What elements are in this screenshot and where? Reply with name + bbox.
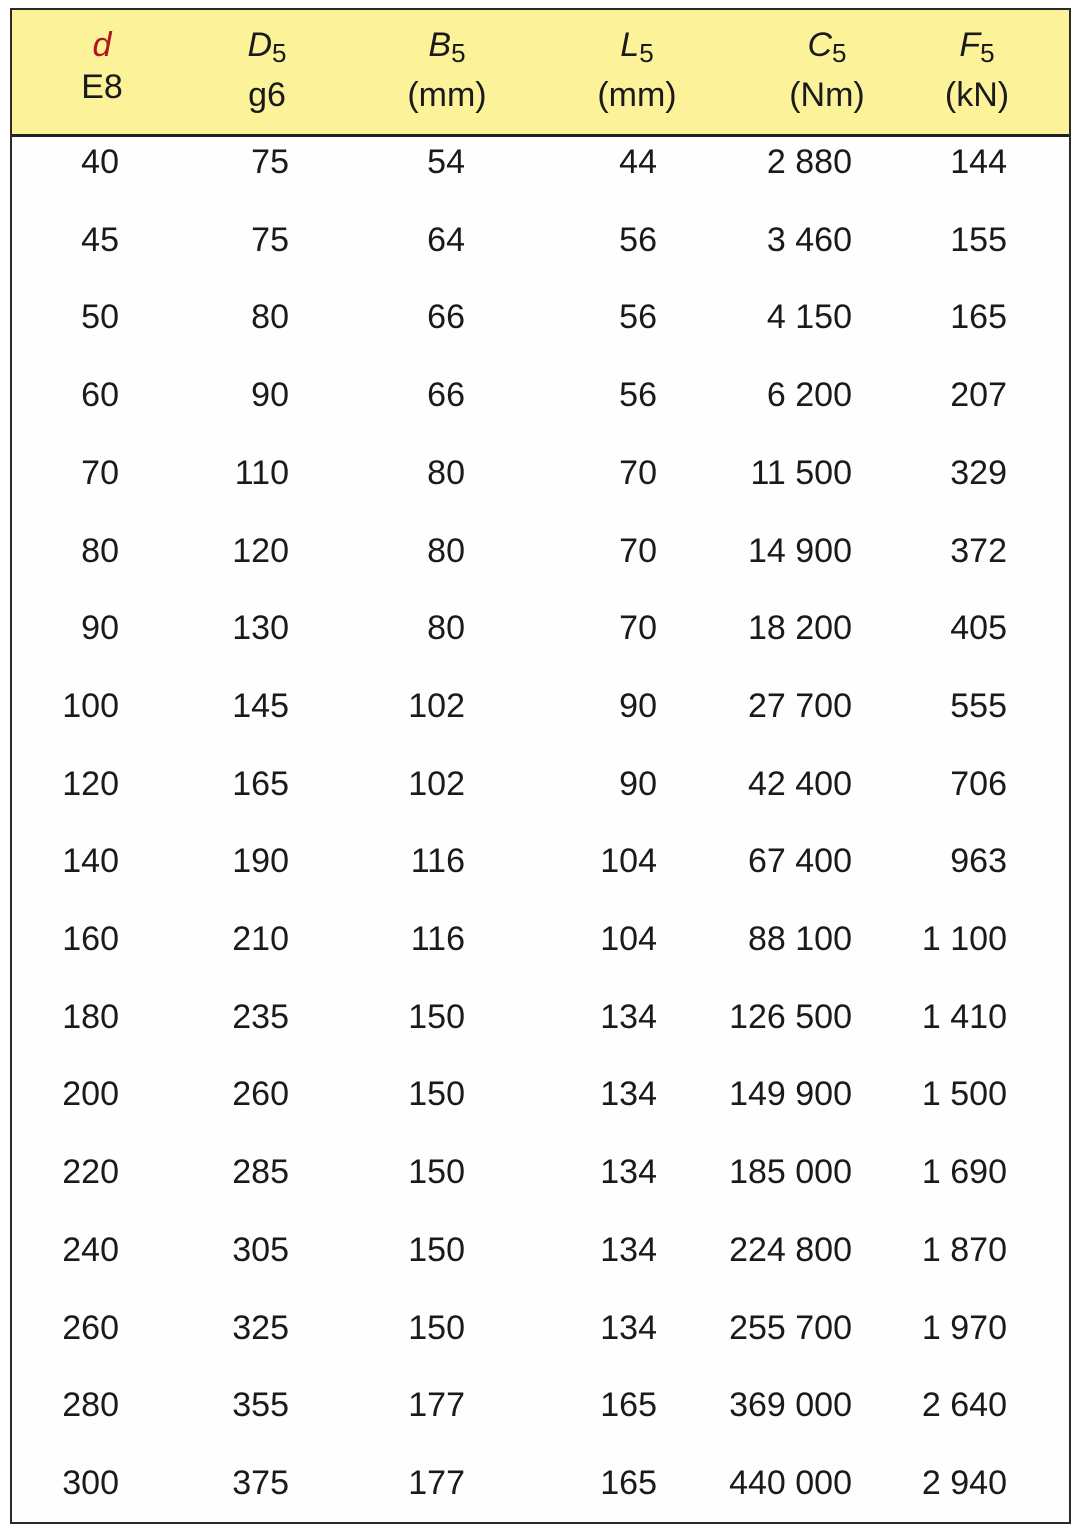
table-cell: 100	[62, 686, 119, 725]
symbol-subscript: 5	[272, 38, 287, 68]
table-row	[12, 370, 1069, 448]
table-cell: 180	[62, 997, 119, 1036]
table-cell: 44	[619, 143, 657, 181]
table-cell: 149 900	[729, 1075, 852, 1114]
table-cell: 235	[232, 997, 289, 1036]
column-header	[922, 24, 1032, 124]
table-cell: 207	[950, 376, 1007, 415]
column-symbol	[572, 24, 702, 74]
table-cell: 1 870	[921, 1230, 1007, 1269]
table-cell: 706	[950, 764, 1007, 803]
table-cell: 255 700	[729, 1308, 852, 1347]
symbol-letter: C	[807, 26, 833, 64]
symbol-subscript: 5	[832, 38, 847, 68]
table-cell: 42 400	[748, 764, 852, 803]
table-cell: 372	[950, 531, 1007, 570]
table-cell: 70	[619, 531, 657, 570]
table-cell: 18 200	[748, 609, 852, 648]
table-cell: 150	[408, 1308, 465, 1347]
table-cell: 355	[232, 1386, 289, 1425]
column-symbol	[212, 24, 322, 74]
table-cell: 1 690	[921, 1153, 1007, 1192]
table-cell: 70	[619, 609, 657, 648]
table-cell: 300	[62, 1463, 119, 1502]
table-cell: 134	[600, 1308, 657, 1347]
table-cell: 150	[408, 1153, 465, 1192]
table-cell: 80	[81, 531, 119, 570]
table-cell: 80	[427, 609, 465, 648]
table-cell: 75	[251, 220, 289, 259]
data-table	[10, 8, 1071, 1524]
table-cell: 375	[232, 1463, 289, 1502]
symbol-letter: D	[247, 26, 273, 64]
table-row	[12, 759, 1069, 837]
table-cell: 177	[408, 1386, 465, 1425]
table-row	[12, 292, 1069, 370]
table-cell: 27 700	[748, 686, 852, 725]
table-cell: 405	[950, 609, 1007, 648]
table-cell: 134	[600, 1153, 657, 1192]
table-cell: 126 500	[729, 997, 852, 1036]
table-cell: 90	[619, 686, 657, 725]
table-cell: 165	[600, 1386, 657, 1425]
column-symbol	[382, 24, 512, 74]
table-cell: 66	[427, 298, 465, 337]
symbol-letter: L	[620, 26, 640, 64]
symbol-letter: B	[428, 26, 452, 64]
table-row	[12, 215, 1069, 293]
table-cell: 64	[427, 220, 465, 259]
table-cell: 185 000	[729, 1153, 852, 1192]
column-header	[52, 24, 152, 124]
table-cell: 116	[410, 920, 465, 958]
table-cell: 70	[619, 453, 657, 492]
table-cell: 220	[62, 1153, 119, 1192]
table-cell: 75	[251, 143, 289, 181]
table-cell: 325	[232, 1308, 289, 1347]
table-row	[12, 1069, 1069, 1147]
column-unit: g6	[248, 76, 286, 114]
table-cell: 120	[62, 764, 119, 803]
table-cell: 165	[232, 764, 289, 803]
table-row	[12, 1380, 1069, 1458]
table-row	[12, 1147, 1069, 1225]
table-cell: 200	[62, 1075, 119, 1114]
table-cell: 134	[600, 997, 657, 1036]
table-cell: 1 410	[921, 997, 1007, 1036]
table-cell: 165	[950, 298, 1007, 337]
table-cell: 210	[232, 920, 289, 958]
table-row	[12, 1458, 1069, 1524]
table-row	[12, 1225, 1069, 1303]
table-cell: 130	[232, 609, 289, 648]
column-header	[757, 24, 897, 124]
table-row	[12, 137, 1069, 215]
table-cell: 67 400	[748, 842, 852, 881]
symbol-subscript: 5	[451, 38, 466, 68]
table-cell: 1 100	[921, 920, 1007, 958]
table-cell: 90	[619, 764, 657, 803]
table-cell: 60	[81, 376, 119, 415]
column-header	[212, 24, 322, 124]
column-symbol	[757, 24, 897, 74]
column-unit: (mm)	[407, 76, 487, 114]
table-cell: 50	[81, 298, 119, 337]
symbol-letter: F	[959, 26, 981, 64]
table-cell: 160	[62, 920, 119, 958]
table-cell: 40	[81, 143, 119, 181]
table-cell: 88 100	[748, 920, 852, 958]
table-cell: 144	[950, 143, 1007, 181]
table-cell: 155	[950, 220, 1007, 259]
table-cell: 150	[408, 997, 465, 1036]
table-cell: 102	[408, 686, 465, 725]
table-row	[12, 992, 1069, 1070]
table-cell: 369 000	[729, 1386, 852, 1425]
table-cell: 963	[950, 842, 1007, 881]
table-cell: 190	[232, 842, 289, 881]
table-cell: 120	[232, 531, 289, 570]
column-header	[382, 24, 512, 124]
table-cell: 150	[408, 1075, 465, 1114]
table-cell: 90	[81, 609, 119, 648]
table-row	[12, 914, 1069, 992]
table-row	[12, 1303, 1069, 1381]
column-unit: (Nm)	[789, 76, 865, 114]
table-row	[12, 681, 1069, 759]
table-cell: 110	[234, 453, 289, 492]
table-cell: 150	[408, 1230, 465, 1269]
column-header	[572, 24, 702, 124]
table-cell: 280	[62, 1386, 119, 1425]
table-cell: 555	[950, 686, 1007, 725]
symbol-letter: d	[92, 26, 112, 64]
column-unit: (mm)	[597, 76, 677, 114]
table-cell: 90	[251, 376, 289, 415]
table-row	[12, 603, 1069, 681]
column-unit: (kN)	[944, 76, 1010, 114]
table-cell: 56	[619, 220, 657, 259]
table-cell: 104	[600, 842, 657, 881]
table-cell: 2 880	[766, 143, 852, 181]
column-symbol	[52, 24, 152, 66]
table-cell: 6 200	[766, 376, 852, 415]
table-cell: 80	[251, 298, 289, 337]
table-cell: 285	[232, 1153, 289, 1192]
table-cell: 260	[62, 1308, 119, 1347]
table-cell: 80	[427, 531, 465, 570]
table-cell: 104	[600, 920, 657, 958]
table-cell: 224 800	[729, 1230, 852, 1269]
table-cell: 1 970	[921, 1308, 1007, 1347]
column-unit: E8	[81, 68, 123, 106]
table-header	[12, 10, 1069, 137]
table-cell: 80	[427, 453, 465, 492]
table-cell: 1 500	[921, 1075, 1007, 1114]
table-cell: 66	[427, 376, 465, 415]
symbol-subscript: 5	[980, 38, 995, 68]
table-cell: 165	[600, 1463, 657, 1502]
table-cell: 11 500	[750, 453, 852, 492]
symbol-subscript: 5	[639, 38, 654, 68]
table-cell: 2 640	[921, 1386, 1007, 1425]
table-cell: 329	[950, 453, 1007, 492]
table-cell: 305	[232, 1230, 289, 1269]
table-cell: 177	[408, 1463, 465, 1502]
table-cell: 4 150	[766, 298, 852, 337]
table-cell: 56	[619, 298, 657, 337]
table-cell: 140	[62, 842, 119, 881]
table-cell: 102	[408, 764, 465, 803]
table-cell: 134	[600, 1230, 657, 1269]
table-cell: 145	[232, 686, 289, 725]
table-cell: 14 900	[748, 531, 852, 570]
table-cell: 56	[619, 376, 657, 415]
table-cell: 134	[600, 1075, 657, 1114]
table-cell: 260	[232, 1075, 289, 1114]
table-cell: 2 940	[921, 1463, 1007, 1502]
table-cell: 45	[81, 220, 119, 259]
table-cell: 70	[81, 453, 119, 492]
table-cell: 116	[410, 842, 465, 881]
table-row	[12, 526, 1069, 604]
table-cell: 440 000	[729, 1463, 852, 1502]
table-cell: 240	[62, 1230, 119, 1269]
table-cell: 54	[427, 143, 465, 181]
column-symbol	[922, 24, 1032, 74]
table-row	[12, 836, 1069, 914]
table-row	[12, 448, 1069, 526]
table-cell: 3 460	[766, 220, 852, 259]
